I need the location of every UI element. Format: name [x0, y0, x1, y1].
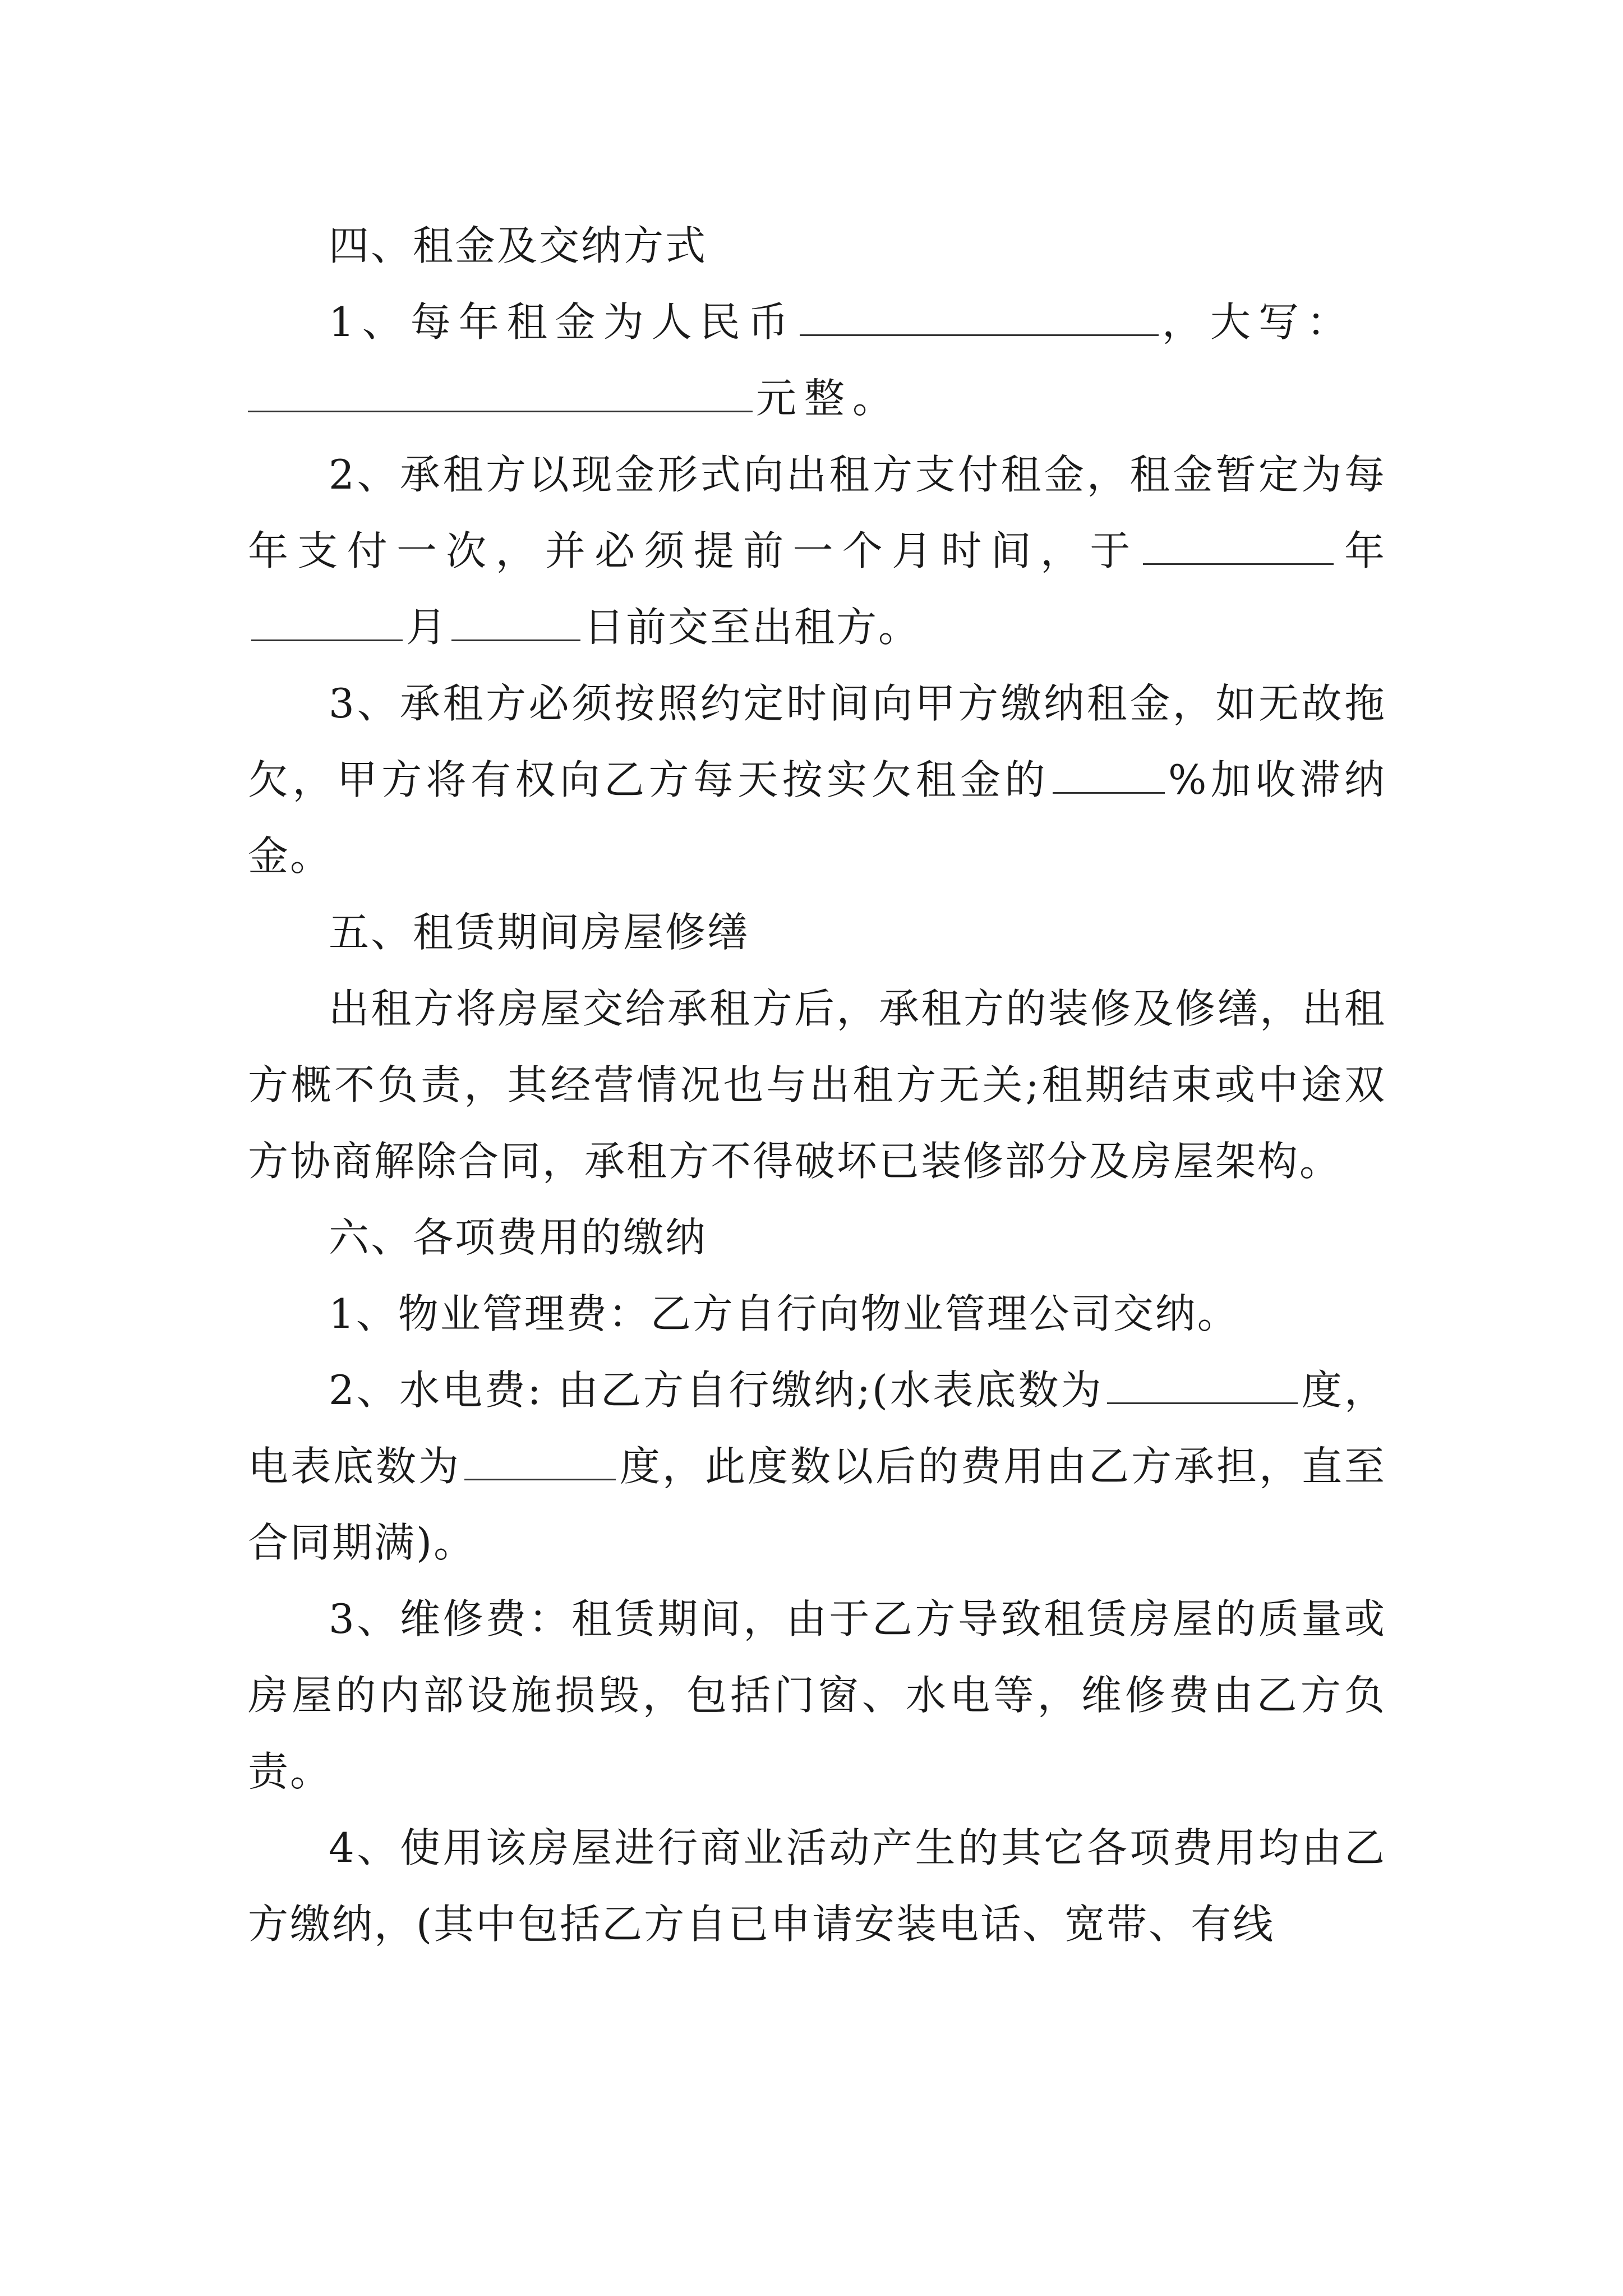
document-body	[248, 208, 1386, 1962]
clause-text: 1、每年租金为人民币	[329, 298, 796, 346]
rent-amount-blank[interactable]	[800, 300, 1159, 336]
clause-text: %加收滞纳金。	[248, 756, 1386, 880]
clause-text: 月	[406, 604, 449, 651]
other-fees-clause: 4、使用该房屋进行商业活动产生的其它各项费用均由乙方缴纳，(其中包括乙方自已申请安装电话、宽带、有线	[248, 1824, 1386, 1948]
payment-month-blank[interactable]	[251, 605, 403, 641]
clause-text: 度，此度数以后的费用由乙方承担，直至合同期满)。	[248, 1443, 1386, 1566]
section-heading-rent: 四、租金及交纳方式	[329, 222, 708, 269]
payment-year-blank[interactable]	[1143, 528, 1334, 565]
repairs-clause: 出租方将房屋交给承租方后，承租方的装修及修缮，出租方概不负责，其经营情况也与出租方无关;租期结束或中途双方协商解除合同，承租方不得破坏已装修部分及房屋架构。	[248, 985, 1386, 1185]
late-fee-clause	[248, 665, 1386, 894]
section-heading-repairs: 五、租赁期间房屋修缮	[329, 909, 750, 956]
clause-text: 2、承租方以现金形式向出租方支付租金，租金暂定为每年支付一次，并必须提前一个月时间，于	[248, 451, 1386, 574]
utilities-clause	[248, 1352, 1386, 1581]
clause-text: 日前交至出租方。	[584, 604, 921, 651]
late-fee-percent-blank[interactable]	[1053, 757, 1165, 794]
payment-day-blank[interactable]	[451, 605, 580, 641]
clause-text: 年	[1336, 527, 1386, 574]
clause-text: 度，电表底数为	[248, 1366, 1386, 1490]
clause-text: ，大写：	[1161, 298, 1355, 346]
maintenance-fee-clause: 3、维修费：租赁期间，由于乙方导致租赁房屋的质量或房屋的内部设施损毁，包括门窗、水电等，维修费由乙方负责。	[248, 1595, 1386, 1795]
electric-meter-blank[interactable]	[464, 1444, 616, 1480]
clause-text: 2、水电费: 由乙方自行缴纳;(水表底数为	[329, 1366, 1104, 1414]
section-heading-fees: 六、各项费用的缴纳	[329, 1214, 708, 1261]
water-meter-blank[interactable]	[1107, 1368, 1298, 1404]
clause-text: 元整。	[756, 375, 901, 422]
property-fee-clause: 1、物业管理费：乙方自行向物业管理公司交纳。	[329, 1290, 1239, 1337]
payment-method-clause	[248, 436, 1386, 665]
clause-text: 3、承租方必须按照约定时间向甲方缴纳租金，如无故拖欠，甲方将有权向乙方每天按实欠租金的	[248, 680, 1386, 803]
rent-amount-words-blank[interactable]	[248, 376, 753, 412]
rent-amount-clause	[248, 284, 1386, 436]
